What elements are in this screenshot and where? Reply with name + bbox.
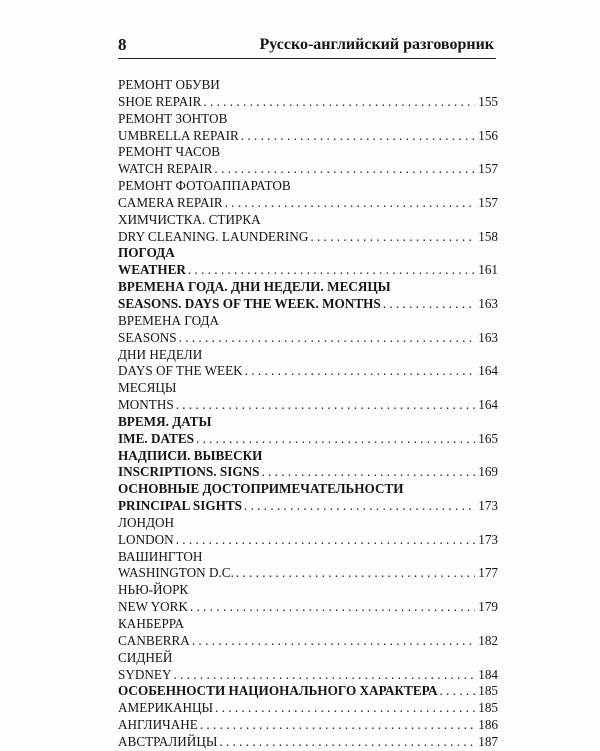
toc-page-number: 163 bbox=[478, 295, 498, 311]
toc-entry bbox=[118, 94, 498, 111]
toc-page-number: 155 bbox=[478, 93, 498, 109]
toc-entry-title: WASHINGTON D.C. bbox=[118, 565, 234, 581]
toc-entry bbox=[118, 532, 498, 549]
toc-page-number: 158 bbox=[478, 228, 498, 244]
toc-heading bbox=[118, 380, 498, 397]
toc-heading bbox=[118, 144, 498, 161]
toc-entry-title: ВРЕМЕНА ГОДА. ДНИ НЕДЕЛИ. МЕСЯЦЫ bbox=[118, 279, 391, 295]
toc-dot-leader bbox=[236, 565, 475, 582]
table-of-contents bbox=[118, 77, 498, 751]
toc-page-number: 187 bbox=[478, 733, 498, 749]
toc-page-number: 157 bbox=[478, 194, 498, 210]
running-title: Русско-английский разговорник bbox=[259, 36, 494, 53]
toc-entry-title: РЕМОНТ ЗОНТОВ bbox=[118, 110, 228, 126]
toc-entry-title: РЕМОНТ ЧАСОВ bbox=[118, 144, 221, 160]
toc-entry-title: PRINCIPAL SIGHTS bbox=[118, 498, 242, 514]
toc-entry-title: КАНБЕРРА bbox=[118, 616, 184, 631]
toc-dot-leader bbox=[190, 599, 475, 616]
toc-entry bbox=[118, 633, 498, 650]
toc-page-number: 173 bbox=[478, 498, 498, 514]
toc-heading bbox=[118, 549, 498, 566]
toc-dot-leader bbox=[215, 700, 475, 717]
toc-heading bbox=[118, 414, 498, 431]
toc-page-number: 177 bbox=[478, 565, 498, 581]
toc-heading bbox=[118, 111, 498, 128]
toc-heading bbox=[118, 178, 498, 195]
toc-entry-title: ВРЕМЕНА ГОДА bbox=[118, 312, 219, 328]
toc-entry-title: ЛОНДОН bbox=[118, 514, 175, 530]
toc-page-number: 185 bbox=[478, 700, 498, 716]
toc-page-number: 184 bbox=[478, 666, 498, 682]
toc-entry bbox=[118, 195, 498, 212]
toc-heading bbox=[118, 245, 498, 262]
toc-dot-leader bbox=[225, 195, 476, 212]
toc-entry-title: ВРЕМЯ. ДАТЫ bbox=[118, 413, 212, 429]
toc-entry-title: DAYS OF THE WEEK bbox=[118, 363, 243, 379]
toc-heading bbox=[118, 582, 498, 599]
toc-page-number: 161 bbox=[478, 262, 498, 278]
toc-heading bbox=[118, 448, 498, 465]
toc-page-number: 156 bbox=[478, 127, 498, 143]
toc-page-number: 164 bbox=[478, 363, 498, 379]
toc-entry-title: РЕМОНТ ОБУВИ bbox=[118, 77, 220, 92]
toc-entry-title: SHOE REPAIR bbox=[118, 93, 202, 109]
toc-dot-leader bbox=[241, 128, 475, 145]
toc-heading bbox=[118, 515, 498, 532]
toc-entry-title: WEATHER bbox=[118, 262, 186, 278]
toc-entry bbox=[118, 363, 498, 380]
toc-entry bbox=[118, 330, 498, 347]
toc-entry-title: WATCH REPAIR bbox=[118, 161, 213, 177]
toc-entry bbox=[118, 683, 498, 700]
toc-entry-title: ПОГОДА bbox=[118, 245, 175, 261]
toc-dot-leader bbox=[176, 532, 476, 549]
toc-entry bbox=[118, 734, 498, 751]
toc-entry-title: NEW YORK bbox=[118, 599, 188, 615]
toc-entry-title: АМЕРИКАНЦЫ bbox=[118, 700, 214, 716]
page-number: 8 bbox=[118, 35, 127, 54]
toc-entry bbox=[118, 700, 498, 717]
toc-entry-title: МЕСЯЦЫ bbox=[118, 380, 177, 396]
toc-entry bbox=[118, 565, 498, 582]
toc-dot-leader bbox=[192, 633, 475, 650]
toc-page-number: 157 bbox=[478, 161, 498, 177]
toc-dot-leader bbox=[214, 161, 475, 178]
toc-entry-title: НАДПИСИ. ВЫВЕСКИ bbox=[118, 447, 263, 463]
toc-dot-leader bbox=[440, 683, 476, 700]
toc-entry-title: ОСОБЕННОСТИ НАЦИОНАЛЬНОГО ХАРАКТЕРА bbox=[118, 683, 438, 699]
toc-dot-leader bbox=[245, 363, 476, 380]
toc-dot-leader bbox=[176, 397, 476, 414]
toc-entry-title: АВСТРАЛИЙЦЫ bbox=[118, 733, 218, 749]
toc-entry bbox=[118, 262, 498, 279]
toc-entry bbox=[118, 599, 498, 616]
toc-dot-leader bbox=[200, 717, 475, 734]
toc-dot-leader bbox=[196, 431, 475, 448]
toc-entry bbox=[118, 431, 498, 448]
toc-entry bbox=[118, 296, 498, 313]
toc-entry bbox=[118, 229, 498, 246]
toc-entry-title: АНГЛИЧАНЕ bbox=[118, 717, 198, 733]
toc-entry bbox=[118, 464, 498, 481]
toc-dot-leader bbox=[244, 498, 475, 515]
toc-heading bbox=[118, 313, 498, 330]
toc-page-number: 185 bbox=[478, 683, 498, 699]
toc-entry-title: РЕМОНТ ФОТОАППАРАТОВ bbox=[118, 178, 291, 194]
toc-entry bbox=[118, 498, 498, 515]
toc-dot-leader bbox=[261, 464, 475, 481]
toc-entry-title: LONDON bbox=[118, 531, 174, 547]
toc-heading bbox=[118, 212, 498, 229]
toc-page-number: 179 bbox=[478, 599, 498, 615]
toc-entry-title: CANBERRA bbox=[118, 632, 190, 648]
toc-entry-title: INSCRIPTIONS. SIGNS bbox=[118, 464, 260, 480]
toc-page-number: 173 bbox=[478, 531, 498, 547]
toc-dot-leader bbox=[188, 262, 475, 279]
page-header bbox=[118, 34, 496, 56]
toc-dot-leader bbox=[173, 667, 475, 684]
toc-page-number: 182 bbox=[478, 632, 498, 648]
toc-entry-title: DRY CLEANING. LAUNDERING bbox=[118, 228, 309, 244]
toc-entry-title: CAMERA REPAIR bbox=[118, 194, 223, 210]
toc-entry-title: НЬЮ-ЙОРК bbox=[118, 582, 189, 598]
toc-page-number: 169 bbox=[478, 464, 498, 480]
header-divider bbox=[118, 58, 496, 59]
toc-entry-title: ВАШИНГТОН bbox=[118, 548, 203, 564]
toc-heading bbox=[118, 77, 498, 94]
toc-dot-leader bbox=[383, 296, 475, 313]
toc-entry-title: СИДНЕЙ bbox=[118, 649, 173, 665]
toc-entry-title: ДНИ НЕДЕЛИ bbox=[118, 346, 203, 362]
toc-dot-leader bbox=[179, 330, 476, 347]
toc-heading bbox=[118, 616, 498, 633]
toc-entry-title: SYDNEY bbox=[118, 666, 172, 682]
toc-dot-leader bbox=[203, 94, 475, 111]
toc-page-number: 186 bbox=[478, 717, 498, 733]
toc-entry-title: MONTHS bbox=[118, 397, 174, 413]
toc-heading bbox=[118, 347, 498, 364]
toc-heading bbox=[118, 481, 498, 498]
toc-page-number: 165 bbox=[478, 430, 498, 446]
toc-entry-title: SEASONS bbox=[118, 329, 177, 345]
toc-entry-title: UMBRELLA REPAIR bbox=[118, 127, 239, 143]
toc-page-number: 163 bbox=[478, 329, 498, 345]
toc-heading bbox=[118, 650, 498, 667]
toc-heading bbox=[118, 279, 498, 296]
toc-entry bbox=[118, 397, 498, 414]
toc-entry bbox=[118, 667, 498, 684]
toc-entry bbox=[118, 717, 498, 734]
toc-entry-title: SEASONS. DAYS OF THE WEEK. MONTHS bbox=[118, 295, 381, 311]
toc-entry-title: ХИМЧИСТКА. СТИРКА bbox=[118, 211, 261, 227]
toc-entry bbox=[118, 128, 498, 145]
toc-page-number: 164 bbox=[478, 397, 498, 413]
toc-entry-title: IME. DATES bbox=[118, 430, 194, 446]
toc-entry bbox=[118, 161, 498, 178]
toc-entry-title: ОСНОВНЫЕ ДОСТОПРИМЕЧАТЕЛЬНОСТИ bbox=[118, 481, 404, 497]
toc-dot-leader bbox=[310, 229, 475, 246]
toc-dot-leader bbox=[219, 734, 475, 751]
